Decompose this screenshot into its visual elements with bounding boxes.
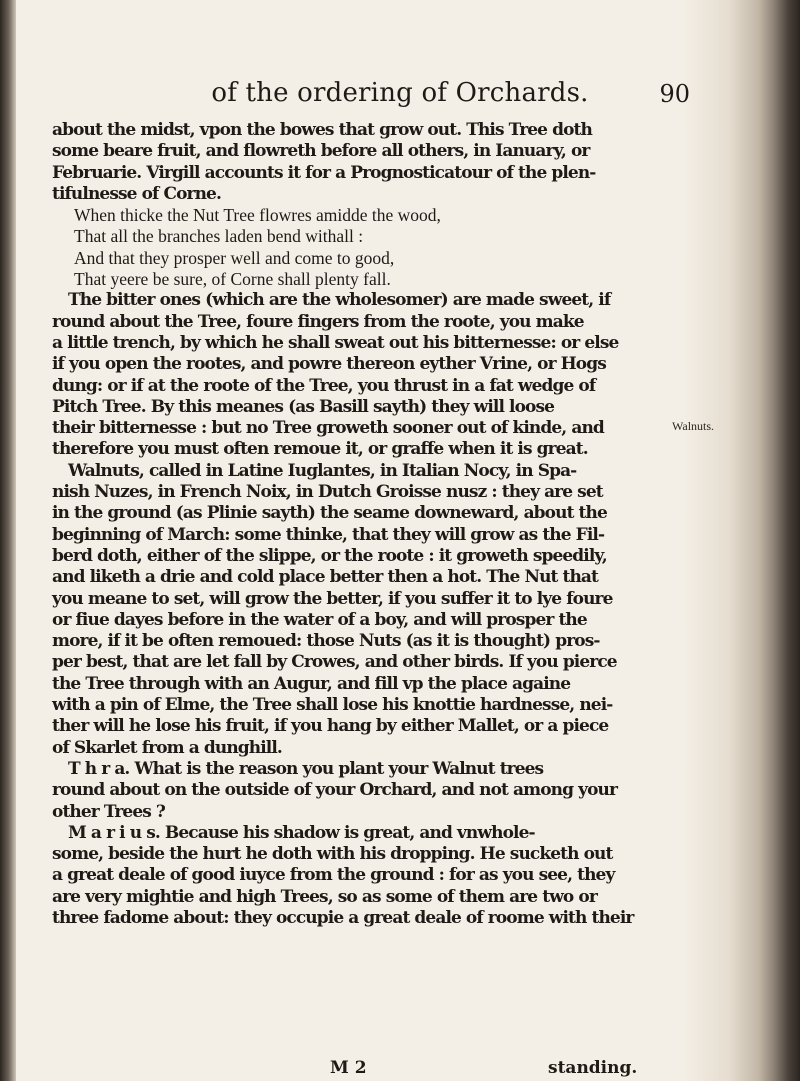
text-line: therefore you must often remoue it, or graffe when it is great.	[52, 439, 588, 460]
text-line: and liketh a drie and cold place better then a hot. The Nut that	[52, 567, 598, 588]
text-line: if you open the rootes, and powre thereon eyther Vrine, or Hogs	[52, 354, 606, 375]
text-line: T h r a. What is the reason you plant your Walnut trees	[68, 758, 544, 779]
text-line: you meane to set, will grow the better, if you suffer it to lye foure	[52, 588, 613, 609]
running-title: of the ordering of Orchards.	[211, 78, 589, 108]
text-line: The bitter ones (which are the wholesomer) are made sweet, if	[68, 290, 611, 311]
text-line: Pitch Tree. By this meanes (as Basill sayth) they will loose	[52, 396, 555, 417]
text-line: are very mightie and high Trees, so as some of them are two or	[52, 886, 597, 907]
text-line: about the midst, vpon the bowes that grow out. This Tree doth	[52, 120, 592, 140]
text-line: with a pin of Elme, the Tree shall lose his knottie hardnesse, nei-	[52, 695, 613, 716]
page-header	[130, 78, 690, 118]
text-line: That yeere be sure, of Corne shall plenty fall.	[74, 269, 391, 290]
signature-mark: M 2	[330, 1058, 367, 1078]
text-line: of Skarlet from a dunghill.	[52, 737, 282, 758]
text-line: berd doth, either of the slippe, or the roote : it groweth speedily,	[52, 545, 607, 566]
text-line: their bitternesse : but no Tree groweth sooner out of kinde, and	[52, 418, 604, 439]
text-line: a little trench, by which he shall sweat out his bitternesse: or else	[52, 332, 619, 353]
text-line: in the ground (as Plinie sayth) the seame downeward, about the	[52, 503, 607, 524]
text-line: other Trees ?	[52, 801, 165, 822]
text-line: When thicke the Nut Tree flowres amidde the wood,	[74, 205, 441, 226]
text-line: some beare fruit, and flowreth before all others, in Ianuary, or	[52, 141, 590, 162]
text-line: or fiue dayes before in the water of a boy, and will prosper the	[52, 609, 587, 630]
text-line: per best, that are let fall by Crowes, and other birds. If you pierce	[52, 652, 617, 673]
text-line: Februarie. Virgill accounts it for a Prognosticatour of the plen-	[52, 162, 596, 183]
body-text	[52, 120, 682, 929]
text-line: ther will he lose his fruit, if you hang by either Mallet, or a piece	[52, 716, 609, 737]
page-number: 90	[659, 80, 690, 108]
text-line: Walnuts, called in Latine Iuglantes, in Italian Nocy, in Spa-	[68, 460, 577, 481]
page-binding-shadow	[0, 0, 16, 1081]
text-line: And that they prosper well and come to good,	[74, 247, 395, 268]
text-line: That all the branches laden bend withall :	[74, 226, 364, 247]
text-line: dung: or if at the roote of the Tree, you thrust in a fat wedge of	[52, 375, 596, 396]
page-edge-shadow	[682, 0, 800, 1081]
text-line: round about on the outside of your Orchard, and not among your	[52, 780, 618, 801]
margin-note: Walnuts.	[672, 419, 715, 433]
text-line: M a r i u s. Because his shadow is great, and vnwhole-	[68, 822, 535, 843]
text-line: the Tree through with an Augur, and fill vp the place againe	[52, 673, 571, 694]
text-line: nish Nuzes, in French Noix, in Dutch Groisse nusz : they are set	[52, 482, 603, 503]
text-line: more, if it be often remoued: those Nuts (as it is thought) pros-	[52, 631, 600, 652]
text-line: beginning of March: some thinke, that they will grow as the Fil-	[52, 524, 605, 545]
text-line: tifulnesse of Corne.	[52, 183, 221, 204]
text-line: a great deale of good iuyce from the ground : for as you see, they	[52, 865, 615, 886]
text-line: three fadome about: they occupie a great deale of roome with their	[52, 907, 634, 928]
catchword: standing.	[548, 1058, 638, 1078]
text-line: some, beside the hurt he doth with his dropping. He sucketh out	[52, 844, 613, 865]
text-line: round about the Tree, foure fingers from the roote, you make	[52, 311, 584, 332]
